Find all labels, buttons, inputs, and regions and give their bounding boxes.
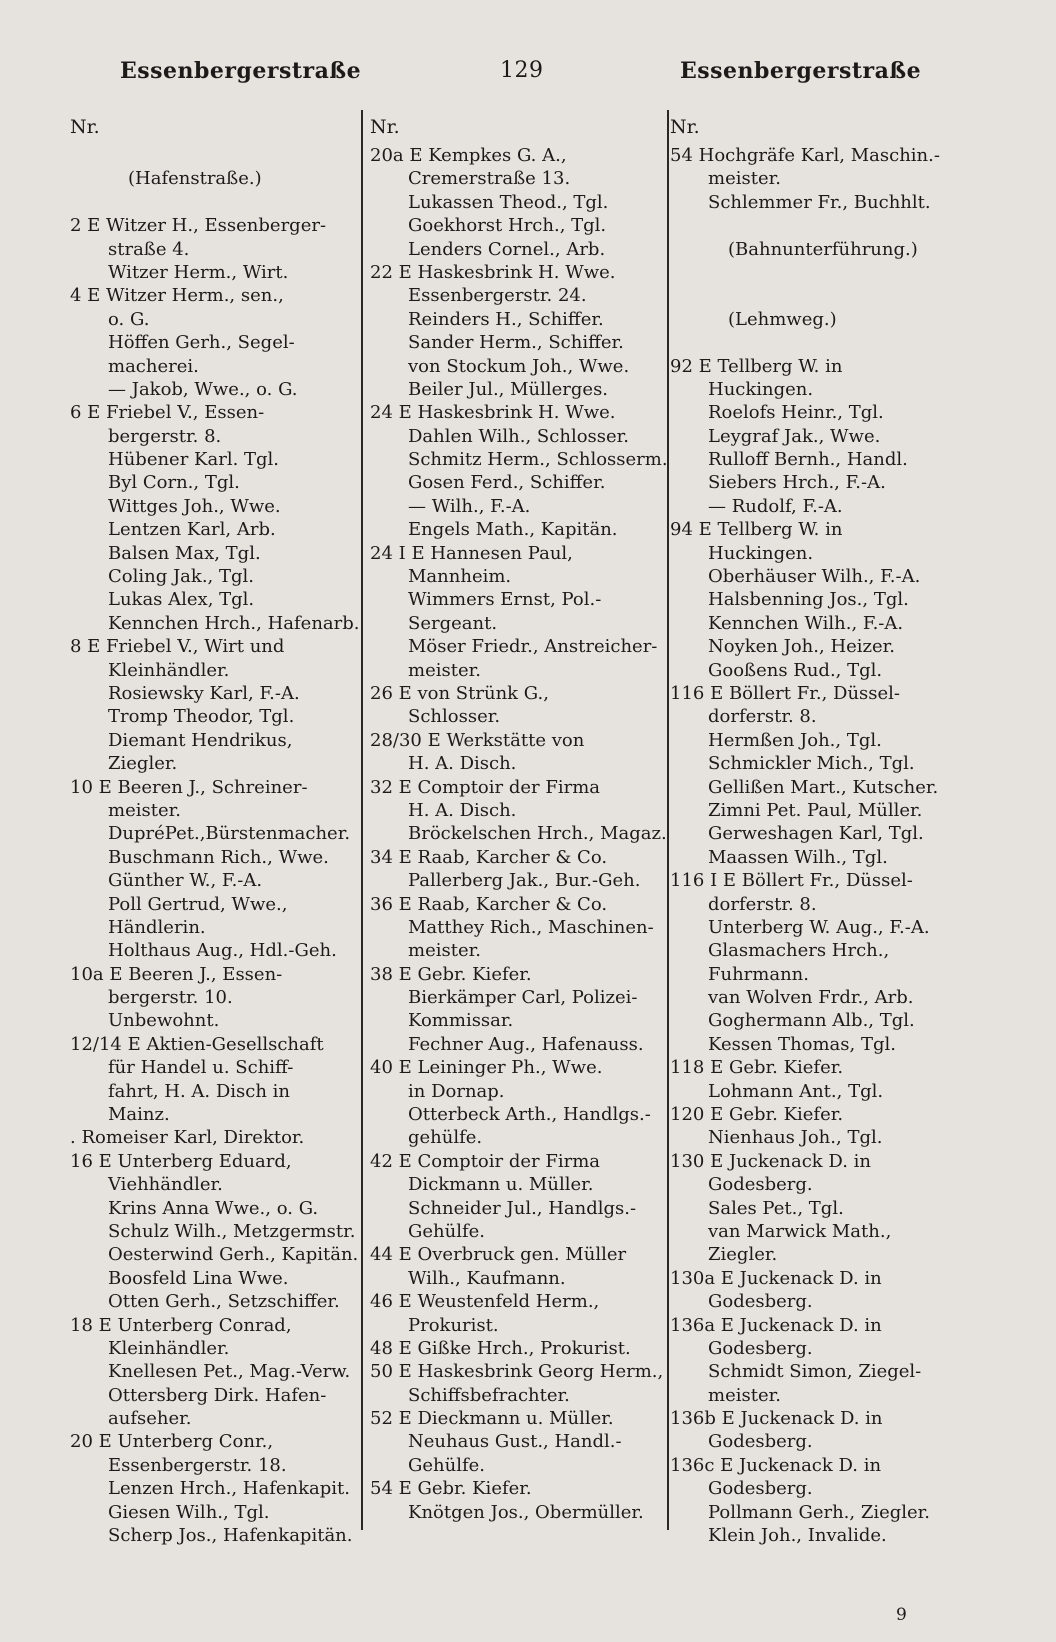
directory-line: Fuhrmann. <box>708 963 809 985</box>
directory-line: o. G. <box>108 308 150 330</box>
directory-line: Möser Friedr., Anstreicher- <box>408 636 658 658</box>
directory-line: Leygraf Jak., Wwe. <box>708 425 881 447</box>
nr-label: Nr. <box>70 116 100 138</box>
street-section-heading: (Bahnunterführung.) <box>728 238 918 260</box>
directory-line: van Wolven Frdr., Arb. <box>708 987 914 1009</box>
directory-line: 136a E Juckenack D. in <box>670 1314 882 1336</box>
directory-line: Sales Pet., Tgl. <box>708 1197 844 1219</box>
column-divider-1 <box>361 110 363 1530</box>
directory-line: — Jakob, Wwe., o. G. <box>108 378 298 400</box>
directory-line: . Romeiser Karl, Direktor. <box>70 1127 305 1149</box>
directory-line: Lenzen Hrch., Hafenkapit. <box>108 1478 350 1500</box>
column-2 <box>370 110 670 1524</box>
directory-line: Höffen Gerh., Segel- <box>108 332 295 354</box>
spacer <box>670 214 990 237</box>
directory-line: Gellißen Mart., Kutscher. <box>708 776 939 798</box>
directory-line: macherei. <box>108 355 199 377</box>
directory-line: 2 E Witzer H., Essenberger- <box>70 215 327 237</box>
directory-line: Gehülfe. <box>408 1220 486 1242</box>
directory-line: Schlosser. <box>408 706 501 728</box>
directory-line: 8 E Friebel V., Wirt und <box>70 636 285 658</box>
directory-line: meister. <box>708 168 781 190</box>
directory-line: 16 E Unterberg Eduard, <box>70 1150 292 1172</box>
directory-line: 26 E von Strünk G., <box>370 682 549 704</box>
directory-line: Kleinhändler. <box>108 659 230 681</box>
directory-line: Otten Gerh., Setzschiffer. <box>108 1291 340 1313</box>
directory-line: dorferstr. 8. <box>708 706 817 728</box>
directory-line: 136b E Juckenack D. in <box>670 1408 883 1430</box>
directory-line: Dahlen Wilh., Schlosser. <box>408 425 630 447</box>
directory-line: Neuhaus Gust., Handl.- <box>408 1431 622 1453</box>
directory-line: 116 I E Böllert Fr., Düssel- <box>670 870 913 892</box>
street-section-heading: (Hafenstraße.) <box>128 168 262 190</box>
directory-line: Reinders H., Schiffer. <box>408 308 604 330</box>
directory-line: in Dornap. <box>408 1080 505 1102</box>
directory-line: 28/30 E Werkstätte von <box>370 729 585 751</box>
directory-line: — Wilh., F.-A. <box>408 495 531 517</box>
directory-line: Rosiewsky Karl, F.-A. <box>108 682 300 704</box>
directory-line: Klein Joh., Invalide. <box>708 1525 887 1547</box>
directory-line: Gosen Ferd., Schiffer. <box>408 472 606 494</box>
directory-line: Cremerstraße 13. <box>408 168 571 190</box>
header-street-left: Essenbergerstraße <box>120 58 362 84</box>
directory-line: Buschmann Rich., Wwe. <box>108 846 329 868</box>
directory-line: 120 E Gebr. Kiefer. <box>670 1104 844 1126</box>
directory-line: Rulloff Bernh., Handl. <box>708 449 908 471</box>
directory-line: Beiler Jul., Müllerges. <box>408 378 609 400</box>
directory-line: Huckingen. <box>708 378 814 400</box>
directory-line: Schlemmer Fr., Buchhlt. <box>708 191 931 213</box>
directory-line: Noyken Joh., Heizer. <box>708 636 896 658</box>
directory-line: Gooßens Rud., Tgl. <box>708 659 883 681</box>
page-header <box>0 58 1056 98</box>
directory-line: Wilh., Kaufmann. <box>408 1267 566 1289</box>
nr-label: Nr. <box>370 116 400 138</box>
directory-line: DupréPet.,Bürstenmacher. <box>108 823 351 845</box>
directory-line: Godesberg. <box>708 1478 813 1500</box>
directory-line: 34 E Raab, Karcher & Co. <box>370 846 608 868</box>
directory-line: Knötgen Jos., Obermüller. <box>408 1501 644 1523</box>
directory-line: für Handel u. Schiff- <box>108 1057 294 1079</box>
directory-line: 130a E Juckenack D. in <box>670 1267 882 1289</box>
directory-line: Schmitz Herm., Schlosserm. <box>408 449 668 471</box>
directory-line: Dickmann u. Müller. <box>408 1174 594 1196</box>
directory-line: Giesen Wilh., Tgl. <box>108 1501 270 1523</box>
directory-line: Gehülfe. <box>408 1454 486 1476</box>
directory-line: straße 4. <box>108 238 190 260</box>
directory-line: Prokurist. <box>408 1314 499 1336</box>
directory-line: Sander Herm., Schiffer. <box>408 332 624 354</box>
directory-line: Ziegler. <box>708 1244 778 1266</box>
directory-line: meister. <box>408 940 481 962</box>
directory-line: Viehhändler. <box>108 1174 223 1196</box>
directory-line: Goekhorst Hrch., Tgl. <box>408 215 607 237</box>
directory-line: Glasmachers Hrch., <box>708 940 890 962</box>
directory-line: 32 E Comptoir der Firma <box>370 776 600 798</box>
spacer <box>670 284 990 307</box>
directory-line: Goghermann Alb., Tgl. <box>708 1010 915 1032</box>
directory-line: 52 E Dieckmann u. Müller. <box>370 1408 614 1430</box>
header-page-number: 129 <box>500 58 544 83</box>
directory-line: 22 E Haskesbrink H. Wwe. <box>370 261 616 283</box>
directory-line: Zimni Pet. Paul, Müller. <box>708 799 923 821</box>
directory-line: Kleinhändler. <box>108 1337 230 1359</box>
directory-line: 24 I E Hannesen Paul, <box>370 542 573 564</box>
directory-line: 24 E Haskesbrink H. Wwe. <box>370 402 616 424</box>
spacer <box>70 144 360 167</box>
directory-line: Engels Math., Kapitän. <box>408 519 618 541</box>
directory-line: 48 E Gißke Hrch., Prokurist. <box>370 1337 631 1359</box>
directory-line: H. A. Disch. <box>408 753 517 775</box>
directory-line: Händlerin. <box>108 916 206 938</box>
directory-line: Schneider Jul., Handlgs.- <box>408 1197 637 1219</box>
directory-line: Huckingen. <box>708 542 814 564</box>
directory-line: 116 E Böllert Fr., Düssel- <box>670 682 901 704</box>
directory-line: Matthey Rich., Maschinen- <box>408 916 654 938</box>
directory-line: 10 E Beeren J., Schreiner- <box>70 776 308 798</box>
directory-line: Witzer Herm., Wirt. <box>108 261 289 283</box>
directory-line: Lukassen Theod., Tgl. <box>408 191 609 213</box>
directory-line: 4 E Witzer Herm., sen., <box>70 285 284 307</box>
directory-line: 40 E Leininger Ph., Wwe. <box>370 1057 603 1079</box>
directory-line: Tromp Theodor, Tgl. <box>108 706 295 728</box>
directory-line: Fechner Aug., Hafenauss. <box>408 1033 644 1055</box>
directory-line: Lukas Alex, Tgl. <box>108 589 255 611</box>
directory-line: fahrt, H. A. Disch in <box>108 1080 291 1102</box>
directory-line: Kessen Thomas, Tgl. <box>708 1033 896 1055</box>
directory-line: 18 E Unterberg Conrad, <box>70 1314 292 1336</box>
directory-line: 94 E Tellberg W. in <box>670 519 843 541</box>
directory-line: meister. <box>708 1384 781 1406</box>
directory-line: 54 Hochgräfe Karl, Maschin.- <box>670 145 940 166</box>
directory-line: 130 E Juckenack D. in <box>670 1150 872 1172</box>
directory-line: Coling Jak., Tgl. <box>108 566 254 588</box>
column-1 <box>70 110 360 1547</box>
spacer <box>70 191 360 214</box>
directory-line: gehülfe. <box>408 1127 483 1149</box>
directory-line: 20a E Kempkes G. A., <box>370 145 567 166</box>
directory-line: aufseher. <box>108 1408 192 1430</box>
directory-line: Godesberg. <box>708 1174 813 1196</box>
directory-line: meister. <box>108 799 181 821</box>
directory-line: Roelofs Heinr., Tgl. <box>708 402 884 424</box>
directory-line: Lenders Cornel., Arb. <box>408 238 606 260</box>
directory-line: Essenbergerstr. 24. <box>408 285 587 307</box>
directory-line: dorferstr. 8. <box>708 893 817 915</box>
street-section-heading: (Lehmweg.) <box>728 308 837 330</box>
directory-line: van Marwick Math., <box>708 1220 892 1242</box>
directory-line: Schiffsbefrachter. <box>408 1384 570 1406</box>
directory-line: Scherp Jos., Hafenkapitän. <box>108 1525 353 1547</box>
directory-line: Poll Gertrud, Wwe., <box>108 893 288 915</box>
directory-line: Gerweshagen Karl, Tgl. <box>708 823 924 845</box>
directory-line: Holthaus Aug., Hdl.-Geh. <box>108 940 337 962</box>
directory-line: Schulz Wilh., Metzgermstr. <box>108 1220 356 1242</box>
directory-line: Godesberg. <box>708 1291 813 1313</box>
directory-line: 10a E Beeren J., Essen- <box>70 963 283 985</box>
directory-line: Schmidt Simon, Ziegel- <box>708 1361 922 1383</box>
directory-line: H. A. Disch. <box>408 799 517 821</box>
directory-line: 46 E Weustenfeld Herm., <box>370 1291 600 1313</box>
directory-line: bergerstr. 10. <box>108 987 233 1009</box>
directory-line: meister. <box>408 659 481 681</box>
directory-line: Maassen Wilh., Tgl. <box>708 846 888 868</box>
footer-page-number: 9 <box>896 1605 907 1625</box>
spacer <box>670 331 990 354</box>
directory-line: Günther W., F.-A. <box>108 870 263 892</box>
directory-line: Bierkämper Carl, Polizei- <box>408 987 638 1009</box>
directory-line: 6 E Friebel V., Essen- <box>70 402 265 424</box>
directory-line: 20 E Unterberg Conr., <box>70 1431 274 1453</box>
directory-line: Hermßen Joh., Tgl. <box>708 729 882 751</box>
spacer <box>670 261 990 284</box>
directory-line: Siebers Hrch., F.-A. <box>708 472 886 494</box>
directory-line: Krins Anna Wwe., o. G. <box>108 1197 319 1219</box>
directory-line: Ottersberg Dirk. Hafen- <box>108 1384 327 1406</box>
directory-line: 12/14 E Aktien-Gesellschaft <box>70 1033 324 1055</box>
directory-line: Boosfeld Lina Wwe. <box>108 1267 289 1289</box>
directory-line: Godesberg. <box>708 1337 813 1359</box>
directory-line: Kennchen Hrch., Hafenarb. <box>108 612 360 634</box>
directory-line: Oberhäuser Wilh., F.-A. <box>708 566 921 588</box>
directory-line: Knellesen Pet., Mag.-Verw. <box>108 1361 351 1383</box>
directory-line: Lohmann Ant., Tgl. <box>708 1080 884 1102</box>
directory-line: Essenbergerstr. 18. <box>108 1454 287 1476</box>
directory-line: Byl Corn., Tgl. <box>108 472 240 494</box>
directory-line: Godesberg. <box>708 1431 813 1453</box>
directory-line: Nienhaus Joh., Tgl. <box>708 1127 883 1149</box>
directory-line: bergerstr. 8. <box>108 425 222 447</box>
directory-line: 136c E Juckenack D. in <box>670 1454 882 1476</box>
directory-line: Kommissar. <box>408 1010 514 1032</box>
directory-line: 42 E Comptoir der Firma <box>370 1150 600 1172</box>
directory-line: 44 E Overbruck gen. Müller <box>370 1244 627 1266</box>
directory-line: Otterbeck Arth., Handlgs.- <box>408 1104 651 1126</box>
directory-line: 54 E Gebr. Kiefer. <box>370 1478 532 1500</box>
directory-line: Balsen Max, Tgl. <box>108 542 261 564</box>
directory-line: Diemant Hendrikus, <box>108 729 293 751</box>
directory-line: Hübener Karl. Tgl. <box>108 449 280 471</box>
header-street-right: Essenbergerstraße <box>680 58 922 84</box>
directory-line: Pallerberg Jak., Bur.-Geh. <box>408 870 641 892</box>
directory-line: Mannheim. <box>408 566 512 588</box>
directory-line: Mainz. <box>108 1104 170 1126</box>
directory-line: 118 E Gebr. Kiefer. <box>670 1057 844 1079</box>
directory-line: Unbewohnt. <box>108 1010 220 1032</box>
directory-line: Schmickler Mich., Tgl. <box>708 753 915 775</box>
directory-line: Sergeant. <box>408 612 498 634</box>
directory-line: Unterberg W. Aug., F.-A. <box>708 916 930 938</box>
directory-line: Kennchen Wilh., F.-A. <box>708 612 904 634</box>
directory-line: Halsbenning Jos., Tgl. <box>708 589 909 611</box>
directory-line: 50 E Haskesbrink Georg Herm., <box>370 1361 664 1383</box>
directory-line: 38 E Gebr. Kiefer. <box>370 963 532 985</box>
column-3 <box>670 110 990 1547</box>
directory-line: 92 E Tellberg W. in <box>670 355 843 377</box>
directory-line: von Stockum Joh., Wwe. <box>408 355 630 377</box>
directory-line: Pollmann Gerh., Ziegler. <box>708 1501 931 1523</box>
directory-line: Ziegler. <box>108 753 178 775</box>
nr-label: Nr. <box>670 116 700 138</box>
directory-line: Lentzen Karl, Arb. <box>108 519 276 541</box>
directory-line: Wimmers Ernst, Pol.- <box>408 589 602 611</box>
directory-line: 36 E Raab, Karcher & Co. <box>370 893 608 915</box>
directory-line: Oesterwind Gerh., Kapitän. <box>108 1244 359 1266</box>
directory-line: — Rudolf, F.-A. <box>708 495 843 517</box>
directory-line: Bröckelschen Hrch., Magaz. <box>408 823 667 845</box>
directory-line: Wittges Joh., Wwe. <box>108 495 281 517</box>
